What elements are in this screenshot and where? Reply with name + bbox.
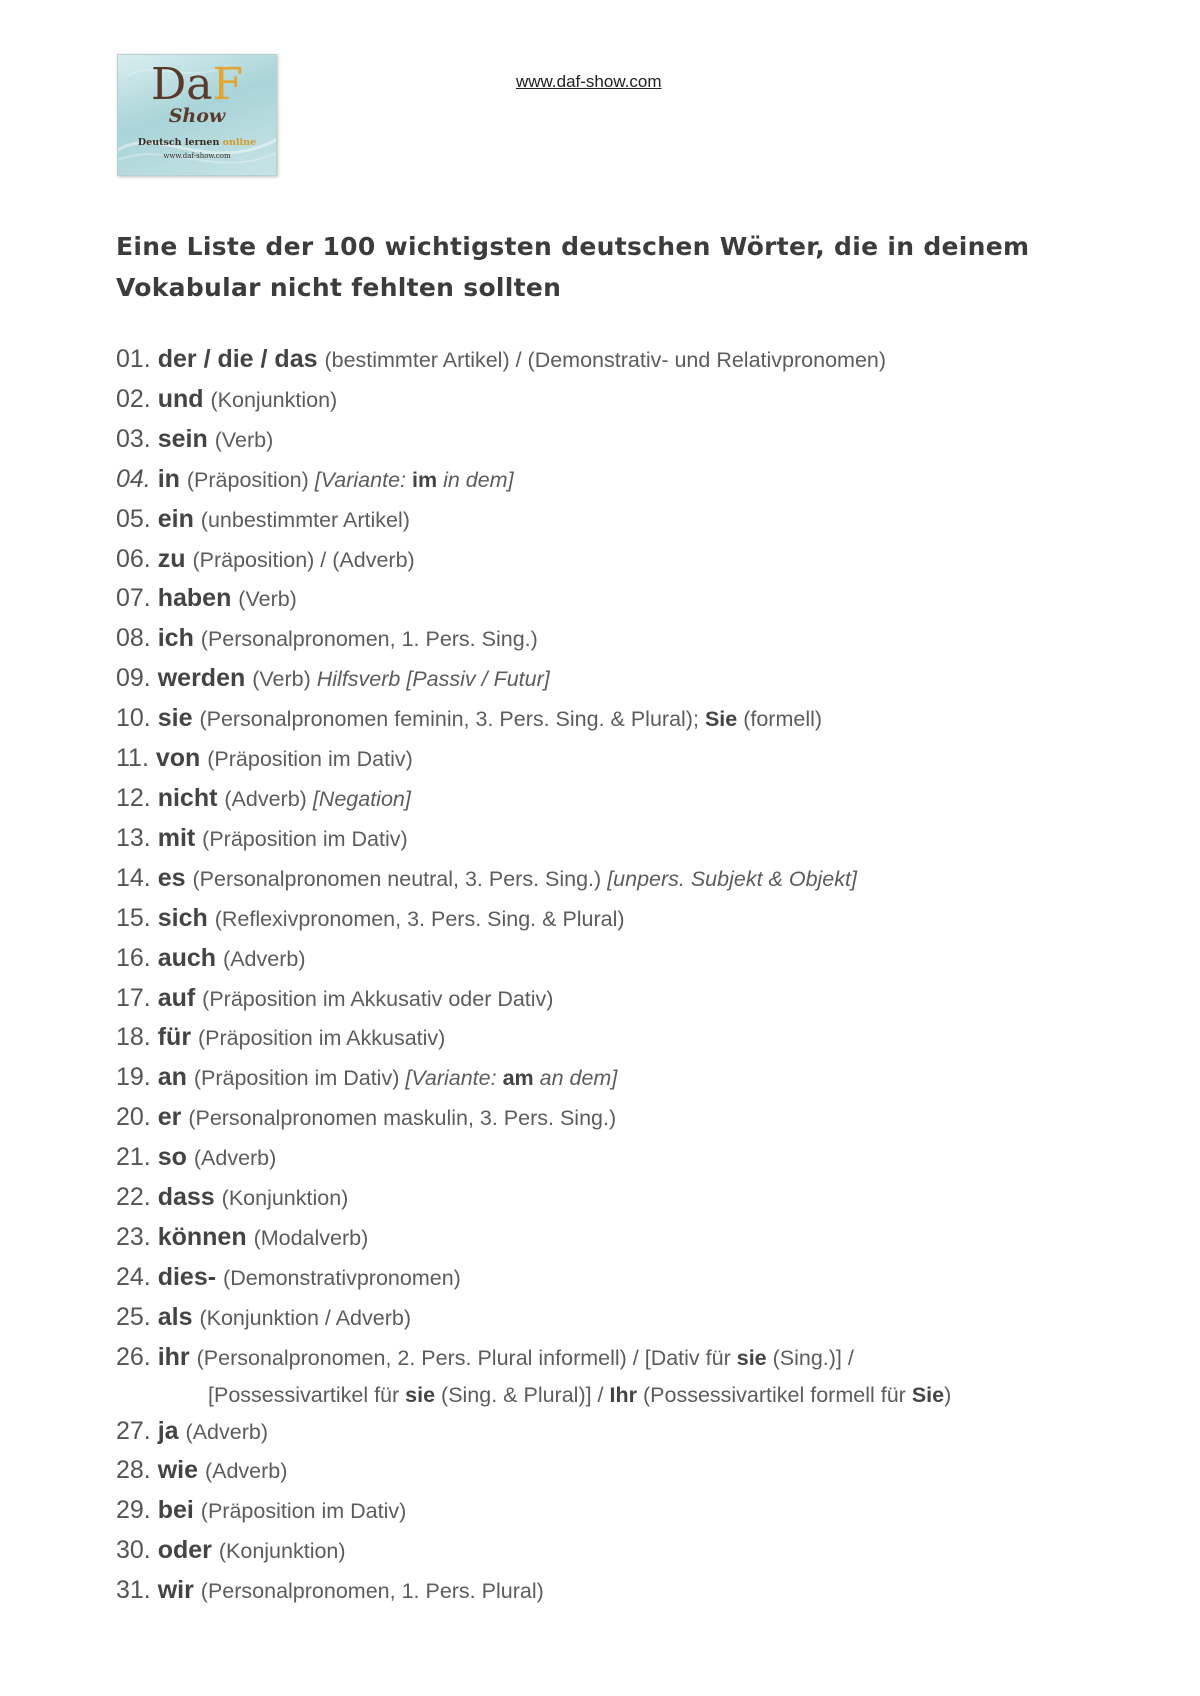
daf-show-logo [117,54,277,176]
page-title: Eine Liste der 100 wichtigsten deutschen Wörter, die in deinem Vokabular nicht fehlten sollten [116,232,1030,302]
list-item: 18. für (Präposition im Akkusativ) [116,1023,446,1052]
list-item: 11. von (Präposition im Dativ) [116,744,413,773]
list-item: 08. ich (Personalpronomen, 1. Pers. Sing.) [116,624,538,653]
list-item: 04. in (Präposition) [Variante: im in dem] [116,464,514,493]
site-link[interactable]: www.daf-show.com [516,72,662,91]
word-list [116,340,1176,1611]
list-item: 26. ihr (Personalpronomen, 2. Pers. Plural informell) / [Dativ für sie (Sing.)] / [Possessivartikel für sie (Sing. & Plural)] / Ihr (Possessivartikel formell für Sie) [116,1342,952,1407]
list-item: 05. ein (unbestimmter Artikel) [116,504,410,533]
list-item: 16. auch (Adverb) [116,943,306,972]
list-item: 10. sie (Personalpronomen feminin, 3. Pers. Sing. & Plural); Sie (formell) [116,704,823,733]
list-item: 12. nicht (Adverb) [Negation] [116,783,411,812]
list-item: 23. können (Modalverb) [116,1222,369,1251]
list-item: 01. der / die / das (bestimmter Artikel) / (Demonstrativ- und Relativpronomen) [116,345,887,373]
list-item: 31. wir (Personalpronomen, 1. Pers. Plural) [116,1576,544,1605]
logo-subtitle: Show [168,105,226,127]
list-item: 07. haben (Verb) [116,584,297,613]
list-item: 15. sich (Reflexivpronomen, 3. Pers. Sing. & Plural) [116,903,625,932]
list-item: 28. wie (Adverb) [116,1456,288,1485]
list-item: 27. ja (Adverb) [116,1416,268,1445]
logo-tagline: Deutsch lernen online [137,137,257,148]
list-item: 29. bei (Präposition im Dativ) [116,1496,407,1525]
list-item: 25. als (Konjunktion / Adverb) [116,1302,411,1331]
list-item: 30. oder (Konjunktion) [116,1536,346,1565]
list-item: 22. dass (Konjunktion) [116,1183,349,1212]
list-item: 20. er (Personalpronomen maskulin, 3. Pers. Sing.) [116,1103,617,1132]
list-item: 02. und (Konjunktion) [116,384,338,413]
list-item: 09. werden (Verb) Hilfsverb [Passiv / Futur] [116,664,550,693]
list-item: 14. es (Personalpronomen neutral, 3. Pers. Sing.) [unpers. Subjekt & Objekt] [116,863,857,892]
list-item: 03. sein (Verb) [116,424,274,453]
logo-wordmark: DaF [150,59,244,110]
list-item: 06. zu (Präposition) / (Adverb) [116,544,415,573]
list-item: 19. an (Präposition im Dativ) [Variante: am an dem] [116,1063,618,1092]
logo-url: www.daf-show.com [163,152,231,160]
list-item: 17. auf (Präposition im Akkusativ oder Dativ) [116,983,554,1012]
list-item: 24. dies- (Demonstrativpronomen) [116,1262,461,1291]
list-item: 13. mit (Präposition im Dativ) [116,823,408,852]
list-item: 21. so (Adverb) [116,1143,277,1172]
